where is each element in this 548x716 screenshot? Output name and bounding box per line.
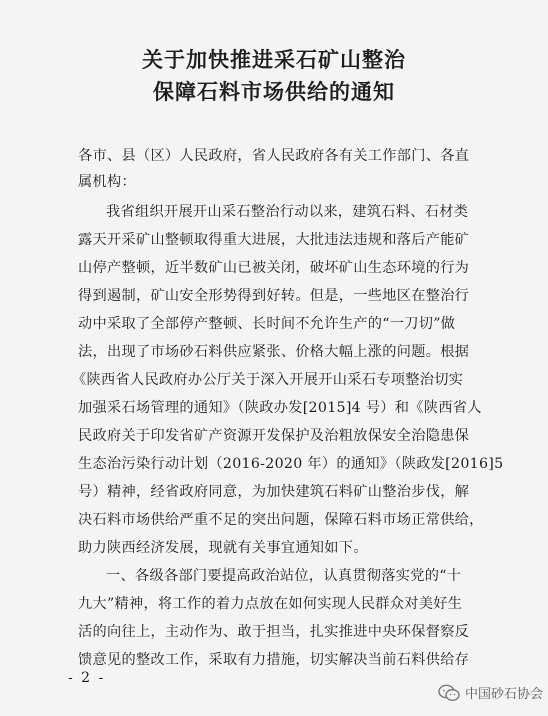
body-line: 加强采石场管理的通知》（陕政办发[2015]4 号）和《陕西省人 [78, 400, 482, 416]
watermark [438, 683, 543, 702]
body-line: 决石料市场供给严重不足的突出问题，保障石料市场正常供给， [78, 512, 484, 528]
body-line: 一、各级各部门要提高政治站位，认真贯彻落实党的“十 [106, 568, 462, 584]
document-title-line-1: 关于加快推进采石矿山整治 [142, 47, 406, 72]
body-line: 活的向往上，主动作为、敢于担当，扎实推进中央环保督察反 [78, 624, 470, 640]
body-line: 九大”精神，将工作的着力点放在如何实现人民群众对美好生 [78, 596, 463, 612]
body-line: 法，出现了市场砂石料供应紧张、价格大幅上涨的问题。根据 [78, 344, 470, 360]
body-line: 动中采取了全部停产整顿、长时间不允许生产的“一刀切”做 [78, 316, 456, 332]
body-line: 《陕西省人民政府办公厅关于深入开展开山采石专项整治切实 [72, 372, 464, 388]
body-line: 民政府关于印发省矿产资源开发保护及治粗放保安全治隐患保 [78, 428, 470, 444]
body-line: 各市、县（区）人民政府，省人民政府各有关工作部门、各直 [78, 148, 470, 164]
body-line: 号）精神，经省政府同意，为加快建筑石料矿山整治步伐，解 [78, 484, 470, 500]
document-title-line-2: 保障石料市场供给的通知 [153, 79, 395, 104]
wechat-icon [438, 684, 460, 702]
body-line: 属机构： [78, 174, 136, 190]
page-number: - 2 - [68, 670, 106, 686]
body-line: 助力陕西经济发展，现就有关事宜通知如下。 [78, 540, 368, 556]
body-line: 山停产整顿，近半数矿山已被关闭，破坏矿山生态环境的行为 [78, 260, 470, 276]
body-line: 馈意见的整改工作，采取有力措施，切实解决当前石料供给存 [78, 652, 470, 668]
body-line: 露天开采矿山整顿取得重大进展，大批违法违规和落后产能矿 [78, 232, 470, 248]
body-line: 我省组织开展开山采石整治行动以来，建筑石料、石材类 [106, 204, 469, 220]
body-line: 生态治污染行动计划（2016-2020 年）的通知》（陕政发[2016]5 [78, 456, 504, 472]
body-line: 得到遏制，矿山安全形势得到好转。但是，一些地区在整治行 [78, 288, 470, 304]
watermark-text: 中国砂石协会 [465, 687, 544, 702]
